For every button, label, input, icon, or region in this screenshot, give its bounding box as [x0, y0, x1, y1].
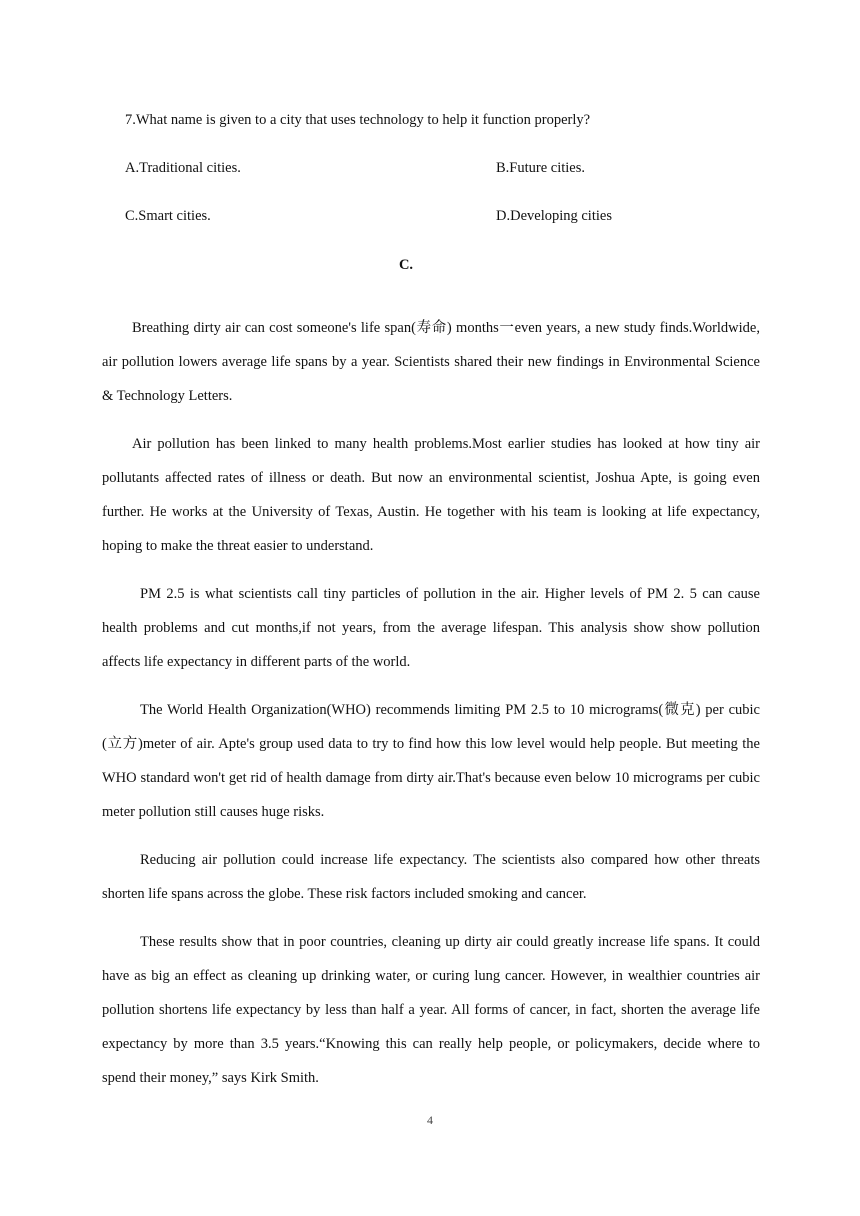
question-7: 7.What name is given to a city that uses technology to help it function properly?	[125, 112, 591, 128]
option-a: A.Traditional cities.	[125, 160, 241, 176]
paragraph-5: Reducing air pollution could increase life expectancy. The scientists also compared how other threats shorten life spans across the globe. These risk factors included smoking and cancer.	[102, 851, 760, 902]
page-number: 4	[427, 1113, 433, 1127]
option-b: B.Future cities.	[496, 160, 586, 176]
paragraph-4: The World Health Organization(WHO) recommends limiting PM 2.5 to 10 micrograms(微克) per cubic (立方)meter of air. Apte's group used data to try to find how this low level would help people. But meeting the WHO standard won't get rid of health damage from dirty air.That's because even below 10 micrograms per cubic meter pollution still causes huge risks.	[102, 701, 760, 820]
paragraph-3: PM 2.5 is what scientists call tiny particles of pollution in the air. Higher levels of PM 2. 5 can cause health problems and cut months,if not years, from the average lifespan. This analysis show show pollution affects life expectancy in different parts of the world.	[102, 585, 760, 670]
option-d: D.Developing cities	[496, 208, 612, 224]
option-c: C.Smart cities.	[125, 208, 211, 224]
section-heading: C.	[398, 257, 414, 273]
paragraph-6: These results show that in poor countries, cleaning up dirty air could greatly increase life spans. It could have as big an effect as cleaning up drinking water, or curing lung cancer. However, in wealthier countries air pollution shortens life expectancy by less than half a year. All forms of cancer, in fact, shorten the average life expectancy by more than 3.5 years.“Knowing this can really help people, or policymakers, decide where to spend their money,” says Kirk Smith.	[102, 933, 760, 1086]
paragraph-1: Breathing dirty air can cost someone's life span(寿命) months一even years, a new study finds.Worldwide, air pollution lowers average life spans by a year. Scientists shared their new findings in Environmental Science & Technology Letters.	[102, 319, 760, 404]
paragraph-2: Air pollution has been linked to many health problems.Most earlier studies has looked at how tiny air pollutants affected rates of illness or death. But now an environmental scientist, Joshua Apte, is going even further. He works at the University of Texas, Austin. He together with his team is looking at life expectancy, hoping to make the threat easier to understand.	[102, 435, 760, 554]
